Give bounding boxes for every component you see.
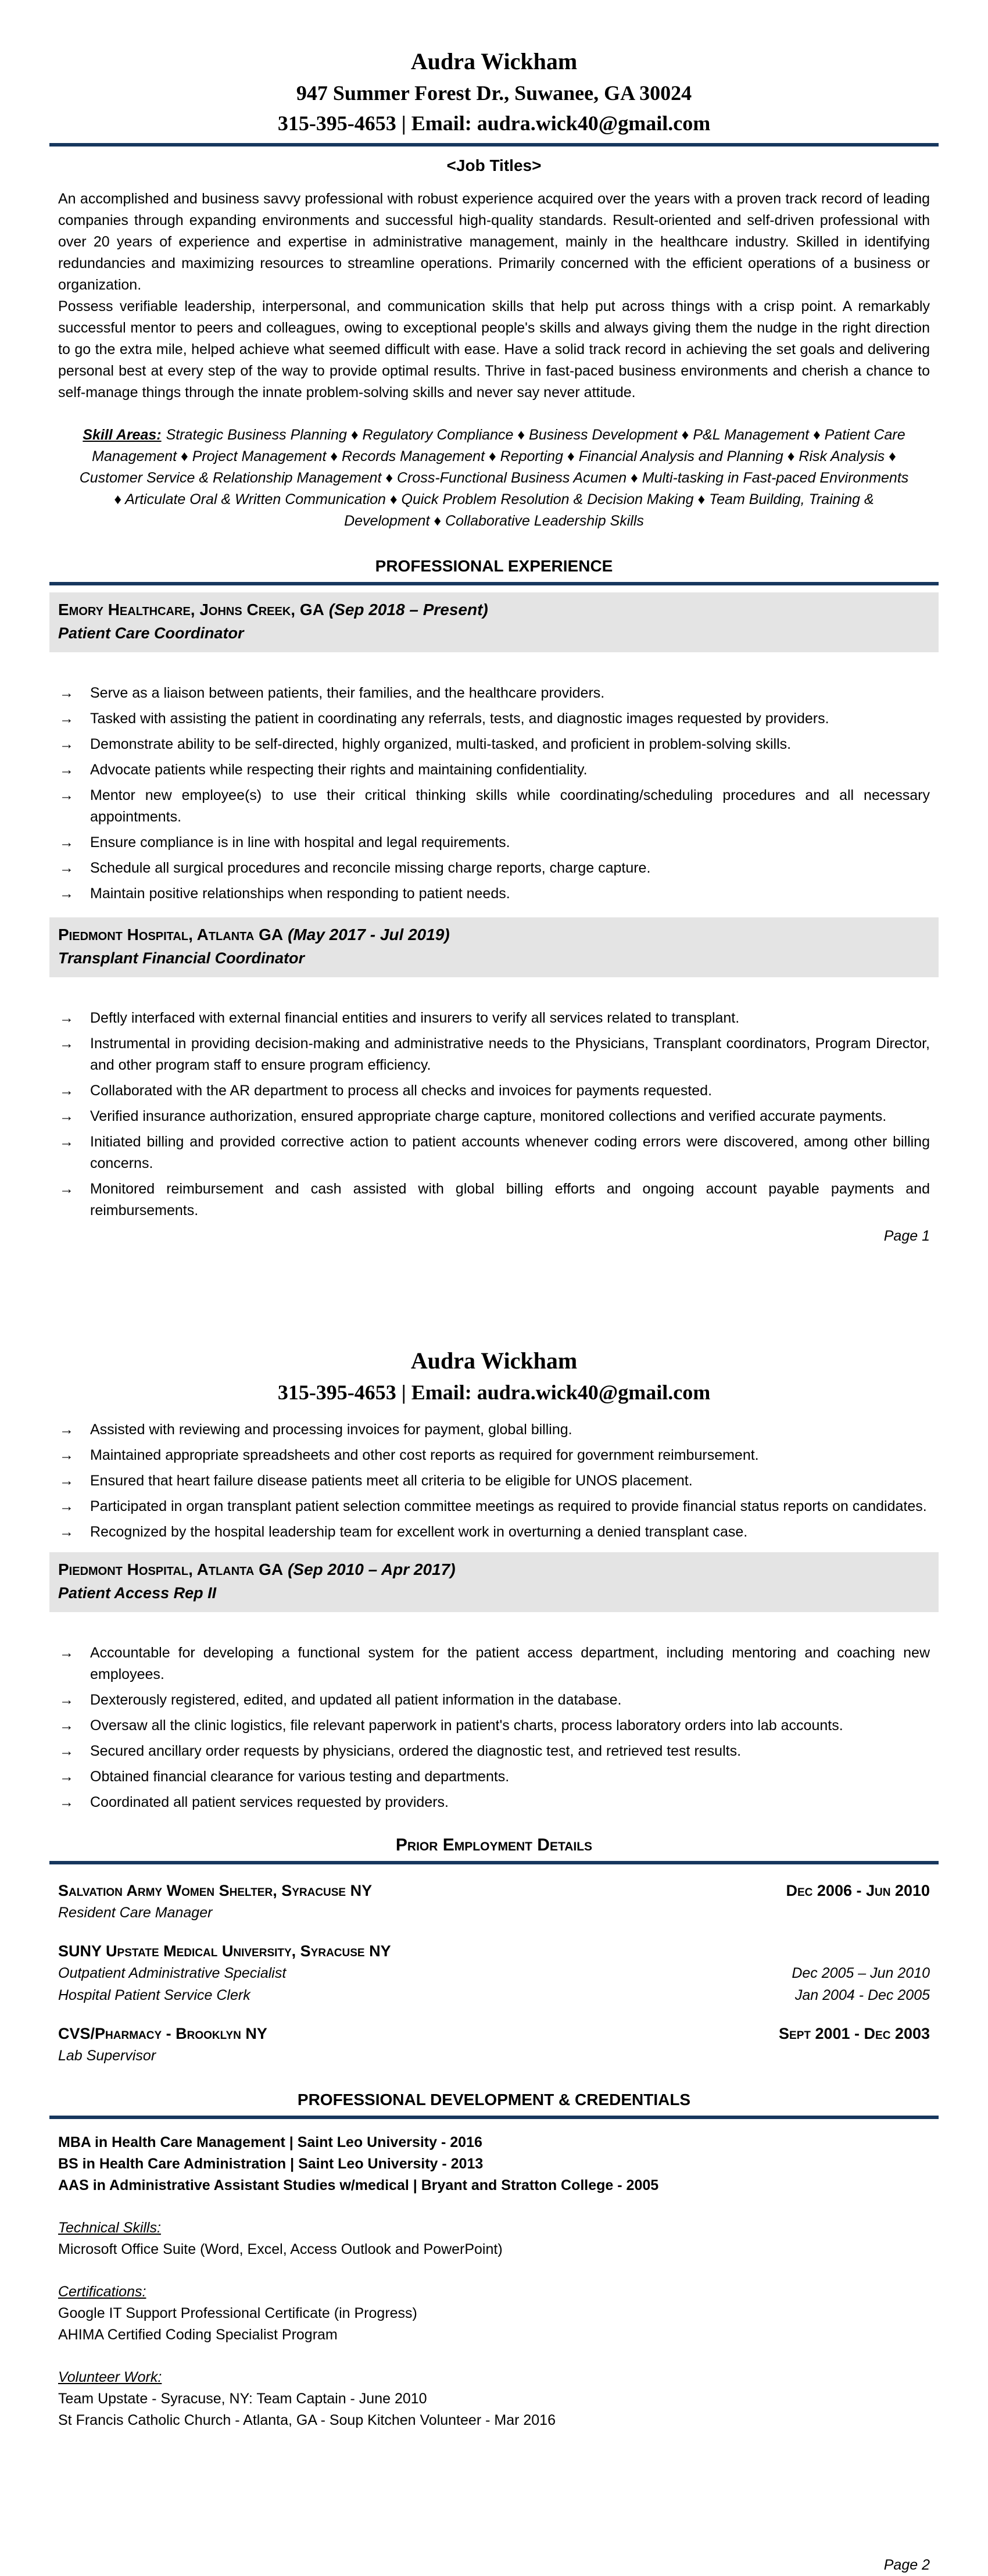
list-item — [58, 883, 930, 905]
skill-areas-list: Strategic Business Planning ♦ Regulatory Compliance ♦ Business Development ♦ P&L Management ♦ Patient Care Management ♦ Project Management ♦ Records Management ♦ Reporting ♦ Financial Analysis and Planning ♦ Risk Analysis ♦ Customer Service & Relationship Management ♦ Cross-Functional Business Acumen ♦ Multi-tasking in Fast-paced Environments ♦ Articulate Oral & Written Communication ♦ Quick Problem Resolution & Decision Making ♦ Team Building, Training & Development ♦ Collaborative Leadership Skills — [79, 427, 909, 529]
prior-role-dates: Jan 2004 - Dec 2005 — [794, 1987, 930, 2003]
section-divider — [49, 582, 939, 585]
list-item — [58, 1715, 930, 1737]
section-heading-prior-employment: Prior Employment Details — [395, 1835, 593, 1855]
prior-role: Outpatient Administrative Specialist — [58, 1965, 287, 1981]
list-item — [58, 1689, 930, 1711]
summary-paragraph: An accomplished and business savvy professional with robust experience acquired over the years with a proven track record of leading companies through expanding environments and successful high-quality standards. Result-oriented and self-driven professional with over 20 years of experience and expertise in administrative management, mainly in the healthcare industry. Skilled in identifying redundancies and maximizing resources to streamline operations. Primarily concerned with the efficient operations of a business or organization. — [58, 191, 930, 293]
arrow-bullet-icon: → — [59, 736, 74, 752]
section-divider — [49, 1861, 939, 1864]
job-company-line — [58, 599, 930, 620]
bullet-text: Deftly interfaced with external financial entities and insurers to verify all services related to transplant. — [90, 1010, 740, 1026]
technical-skills-text: Microsoft Office Suite (Word, Excel, Access Outlook and PowerPoint) — [58, 2241, 503, 2257]
education-item: BS in Health Care Administration | Saint Leo University - 2013 — [58, 2156, 484, 2172]
job-header-piedmont-par — [49, 1552, 939, 1612]
list-item — [58, 1131, 930, 1174]
bullet-text: Instrumental in providing decision-making and administrative needs to the Physicians, Transplant coordinators, Program Director, and other program staff to ensure program efficiency. — [90, 1035, 930, 1073]
list-item — [58, 734, 930, 755]
list-item — [58, 1642, 930, 1685]
arrow-bullet-icon: → — [59, 762, 74, 778]
list-item — [58, 1496, 930, 1517]
job-title: Transplant Financial Coordinator — [58, 949, 305, 967]
arrow-bullet-icon: → — [59, 1743, 74, 1759]
page-number-footer: Page 1 — [883, 1228, 930, 1244]
arrow-bullet-icon: → — [59, 885, 74, 902]
prior-role: Lab Supervisor — [58, 2048, 156, 2064]
header-divider — [49, 143, 939, 147]
arrow-bullet-icon: → — [59, 710, 74, 727]
arrow-bullet-icon: → — [59, 1498, 74, 1514]
certification-item: AHIMA Certified Coding Specialist Program — [58, 2327, 338, 2343]
volunteer-label: Volunteer Work: — [58, 2369, 162, 2385]
job-bullet-list-continued — [58, 1419, 930, 1543]
arrow-bullet-icon: → — [59, 1010, 74, 1026]
bullet-text: Maintained appropriate spreadsheets and other cost reports as required for government reimbursement. — [90, 1447, 759, 1463]
section-heading-professional-experience: PROFESSIONAL EXPERIENCE — [375, 557, 613, 575]
list-item — [58, 1521, 930, 1543]
arrow-bullet-icon: → — [59, 1082, 74, 1099]
summary-paragraph: Possess verifiable leadership, interpersonal, and communication skills that help put across things with a crisp point. A remarkably successful mentor to peers and colleagues, owing to exceptional people's skills and always giving them the nudge in the right direction to go the extra mile, helped achieve what seemed difficult with ease. Have a solid track record in achieving the set goals and delivering personal best at every step of the way to provide optimal results. Thrive in fast-paced business environments and cherish a chance to self-manage things through the innate problem-solving skills and never say never attitude. — [58, 298, 930, 401]
list-item — [58, 1033, 930, 1076]
job-bullet-list — [58, 1007, 930, 1221]
list-item — [58, 1007, 930, 1029]
bullet-text: Oversaw all the clinic logistics, file relevant paperwork in patient's charts, process laboratory orders into lab accounts. — [90, 1717, 843, 1734]
list-item — [58, 1792, 930, 1813]
section-divider — [49, 2116, 939, 2119]
bullet-text: Assisted with reviewing and processing invoices for payment, global billing. — [90, 1421, 572, 1438]
job-dates: (May 2017 - Jul 2019) — [288, 926, 450, 944]
bullet-text: Tasked with assisting the patient in coordinating any referrals, tests, and diagnostic images requested by providers. — [90, 710, 829, 727]
arrow-bullet-icon: → — [59, 1794, 74, 1810]
list-item — [58, 832, 930, 853]
bullet-text: Serve as a liaison between patients, their families, and the healthcare providers. — [90, 685, 605, 701]
list-item — [58, 1445, 930, 1466]
arrow-bullet-icon: → — [59, 787, 74, 803]
arrow-bullet-icon: → — [59, 1035, 74, 1052]
prior-company: CVS/Pharmacy - Brooklyn NY — [58, 2025, 267, 2042]
arrow-bullet-icon: → — [59, 1421, 74, 1438]
skill-areas-label: Skill Areas: — [83, 427, 162, 443]
list-item — [58, 1178, 930, 1221]
list-item — [58, 1419, 930, 1441]
resume-page-2 — [0, 1345, 988, 2576]
candidate-address: 947 Summer Forest Dr., Suwanee, GA 30024 — [296, 81, 692, 105]
prior-role: Hospital Patient Service Clerk — [58, 1987, 250, 2003]
certifications-label: Certifications: — [58, 2284, 146, 2300]
job-header-piedmont-tfc — [49, 917, 939, 977]
candidate-name: Audra Wickham — [410, 1348, 578, 1374]
job-company: Piedmont Hospital, Atlanta GA — [58, 1560, 284, 1578]
bullet-text: Initiated billing and provided corrective action to patient accounts whenever coding errors were discovered, among other billing concerns. — [90, 1134, 930, 1171]
section-heading-development: PROFESSIONAL DEVELOPMENT & CREDENTIALS — [297, 2091, 691, 2109]
job-bullet-list — [58, 683, 930, 905]
list-item — [58, 683, 930, 704]
prior-company: Salvation Army Women Shelter, Syracuse NY — [58, 1882, 373, 1899]
certifications-group — [58, 2281, 930, 2346]
list-item — [58, 1080, 930, 1102]
bullet-text: Advocate patients while respecting their rights and maintaining confidentiality. — [90, 762, 588, 778]
arrow-bullet-icon: → — [59, 685, 74, 701]
resume-page-1 — [0, 0, 988, 1247]
education-item: AAS in Administrative Assistant Studies w/medical | Bryant and Stratton College - 2005 — [58, 2177, 659, 2193]
list-item — [58, 1470, 930, 1492]
education-list — [58, 2132, 930, 2196]
prior-role: Resident Care Manager — [58, 1905, 213, 1921]
job-dates: (Sep 2018 – Present) — [328, 601, 488, 619]
job-header-emory — [49, 592, 939, 652]
volunteer-item: Team Upstate - Syracuse, NY: Team Captain - June 2010 — [58, 2391, 427, 2407]
candidate-name: Audra Wickham — [410, 48, 578, 74]
job-bullet-list — [58, 1642, 930, 1813]
bullet-text: Collaborated with the AR department to process all checks and invoices for payments requested. — [90, 1082, 713, 1099]
list-item — [58, 1741, 930, 1762]
technical-skills-label: Technical Skills: — [58, 2220, 161, 2236]
bullet-text: Schedule all surgical procedures and reconcile missing charge reports, charge capture. — [90, 860, 651, 876]
bullet-text: Dexterously registered, edited, and updated all patient information in the database. — [90, 1692, 622, 1708]
arrow-bullet-icon: → — [59, 1181, 74, 1197]
bullet-text: Coordinated all patient services requested by providers. — [90, 1794, 449, 1810]
arrow-bullet-icon: → — [59, 1645, 74, 1661]
arrow-bullet-icon: → — [59, 1134, 74, 1150]
list-item — [58, 858, 930, 879]
skill-areas — [76, 424, 912, 532]
list-item — [58, 785, 930, 828]
certification-item: Google IT Support Professional Certificate (in Progress) — [58, 2305, 417, 2321]
bullet-text: Demonstrate ability to be self-directed, highly organized, multi-tasked, and proficient in problem-solving skills. — [90, 736, 792, 752]
candidate-contact: 315-395-4653 | Email: audra.wick40@gmail.com — [277, 112, 711, 135]
arrow-bullet-icon: → — [59, 1768, 74, 1785]
arrow-bullet-icon: → — [59, 1524, 74, 1540]
arrow-bullet-icon: → — [59, 1692, 74, 1708]
prior-employment-entry — [58, 1940, 930, 2006]
bullet-text: Mentor new employee(s) to use their critical thinking skills while coordinating/scheduling procedures and all necessary appointments. — [90, 787, 930, 825]
bullet-text: Accountable for developing a functional system for the patient access department, including mentoring and coaching new employees. — [90, 1645, 930, 1682]
prior-role-dates: Dec 2005 – Jun 2010 — [792, 1965, 930, 1981]
education-item: MBA in Health Care Management | Saint Leo University - 2016 — [58, 2134, 482, 2150]
arrow-bullet-icon: → — [59, 834, 74, 851]
arrow-bullet-icon: → — [59, 1473, 74, 1489]
job-company-line — [58, 1559, 930, 1580]
job-company: Piedmont Hospital, Atlanta GA — [58, 926, 284, 944]
prior-dates: Sept 2001 - Dec 2003 — [779, 2025, 930, 2042]
page-break-gap — [0, 1247, 988, 1345]
arrow-bullet-icon: → — [59, 1108, 74, 1124]
arrow-bullet-icon: → — [59, 1447, 74, 1463]
bullet-text: Ensured that heart failure disease patients meet all criteria to be eligible for UNOS placement. — [90, 1473, 693, 1489]
list-item — [58, 759, 930, 781]
bullet-text: Obtained financial clearance for various testing and departments. — [90, 1768, 510, 1785]
page-number-footer: Page 2 — [883, 2557, 930, 2573]
bullet-text: Secured ancillary order requests by physicians, ordered the diagnostic test, and retrieved test results. — [90, 1743, 742, 1759]
job-company-line — [58, 924, 930, 945]
bullet-text: Verified insurance authorization, ensured appropriate charge capture, monitored collections and verified accurate payments. — [90, 1108, 887, 1124]
job-title: Patient Access Rep II — [58, 1584, 217, 1602]
prior-employment-entry — [58, 1880, 930, 1924]
bullet-text: Maintain positive relationships when responding to patient needs. — [90, 885, 510, 902]
bullet-text: Monitored reimbursement and cash assisted with global billing efforts and ongoing account payable payments and reimbursements. — [90, 1181, 930, 1219]
arrow-bullet-icon: → — [59, 1717, 74, 1734]
bullet-text: Participated in organ transplant patient selection committee meetings as required to provide financial status reports on candidates. — [90, 1498, 927, 1514]
prior-company: SUNY Upstate Medical University, Syracuse NY — [58, 1942, 391, 1960]
technical-skills-group — [58, 2217, 930, 2260]
list-item — [58, 1106, 930, 1127]
job-company: Emory Healthcare, Johns Creek, GA — [58, 601, 324, 619]
list-item — [58, 1766, 930, 1788]
job-dates: (Sep 2010 – Apr 2017) — [288, 1560, 456, 1578]
bullet-text: Ensure compliance is in line with hospital and legal requirements. — [90, 834, 510, 851]
volunteer-group — [58, 2367, 930, 2431]
prior-dates: Dec 2006 - Jun 2010 — [786, 1882, 930, 1899]
job-titles-placeholder: <Job Titles> — [446, 156, 542, 174]
job-title: Patient Care Coordinator — [58, 624, 244, 642]
bullet-text: Recognized by the hospital leadership team for excellent work in overturning a denied transplant case. — [90, 1524, 748, 1540]
prior-employment-entry — [58, 2023, 930, 2067]
list-item — [58, 708, 930, 730]
candidate-contact: 315-395-4653 | Email: audra.wick40@gmail.com — [277, 1381, 711, 1404]
volunteer-item: St Francis Catholic Church - Atlanta, GA - Soup Kitchen Volunteer - Mar 2016 — [58, 2412, 556, 2428]
arrow-bullet-icon: → — [59, 860, 74, 876]
